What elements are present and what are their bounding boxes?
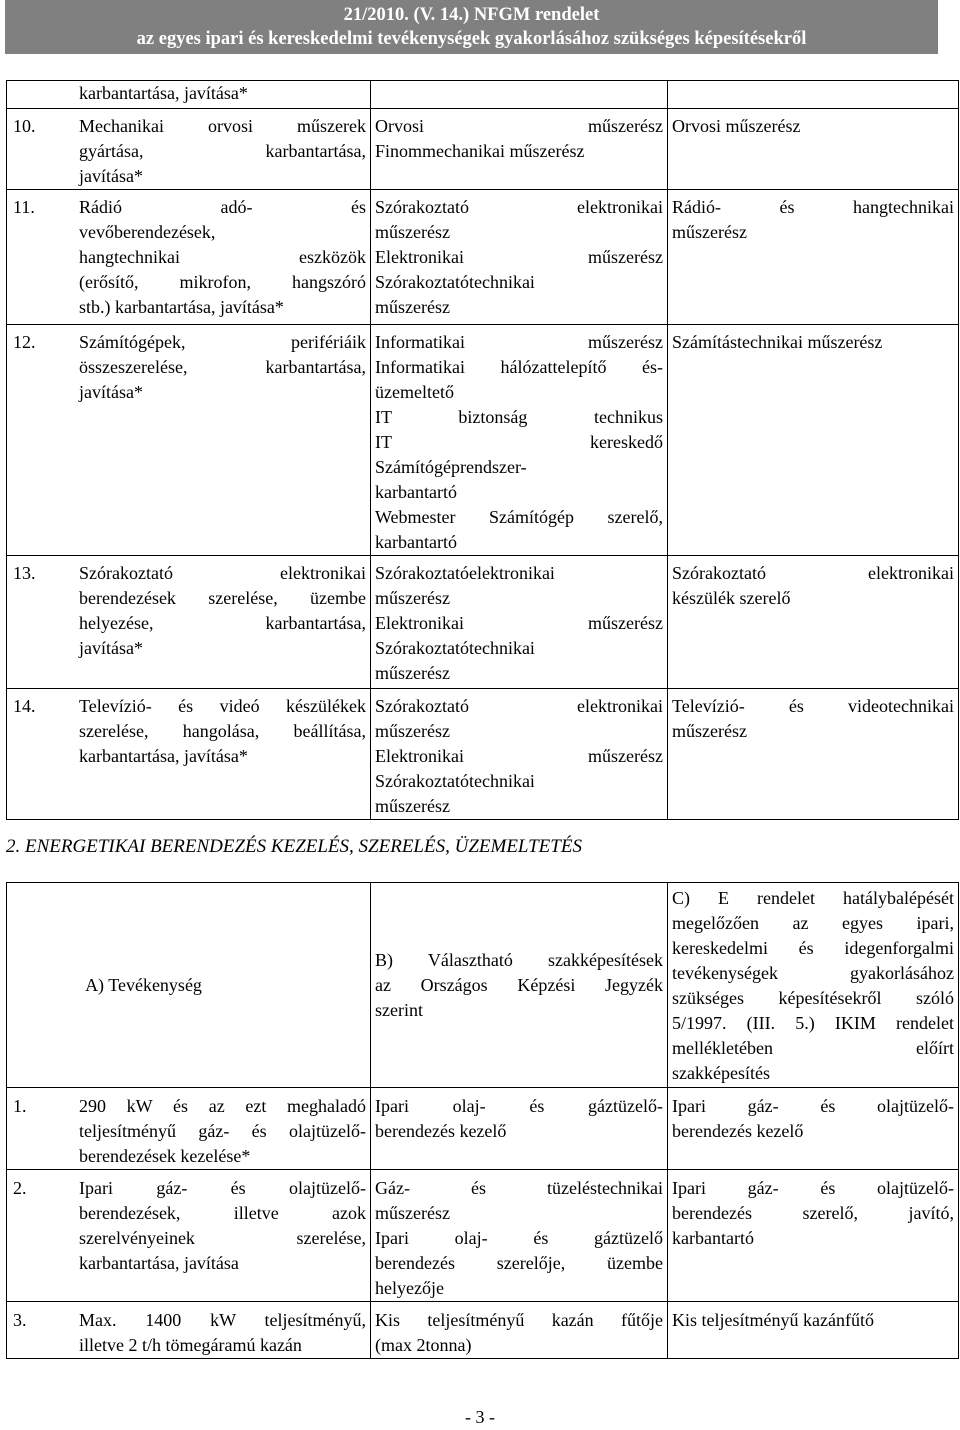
text-line: Orvosi műszerész xyxy=(672,116,801,136)
text-line: üzemeltető xyxy=(375,382,454,402)
table-row xyxy=(7,689,959,820)
table-cell xyxy=(7,81,371,109)
table-cell xyxy=(7,1088,371,1170)
table-row xyxy=(7,325,959,556)
row-number: 11. xyxy=(13,197,35,217)
qualification-text xyxy=(371,195,667,320)
table-cell xyxy=(668,556,959,689)
text-line: Televízió- és videó készülékek xyxy=(79,696,366,716)
text-line: Ipari olaj- és gáztüzelő xyxy=(375,1228,663,1248)
text-line: hangtechnikai eszközök xyxy=(79,247,366,267)
table-cell xyxy=(668,81,959,109)
text-line: (erősítő, mikrofon, hangszóró xyxy=(79,272,366,292)
text-line: Kis teljesítményű kazánfűtő xyxy=(672,1310,874,1330)
qualification-text xyxy=(371,114,667,164)
text-line: Mechanikai orvosi műszerek xyxy=(79,116,366,136)
text-line: szakképesítés xyxy=(672,1063,770,1083)
text-line: műszerész xyxy=(375,588,450,608)
text-line: Rádió adó- és xyxy=(79,197,366,217)
table-row xyxy=(7,81,959,109)
table-cell xyxy=(668,325,959,556)
table-row xyxy=(7,1170,959,1302)
text-line: szükséges képesítésekről szóló xyxy=(672,988,954,1008)
text-line: Számítógépek, perifériáik xyxy=(79,332,366,352)
text-line: teljesítményű gáz- és olajtüzelő- xyxy=(79,1121,366,1141)
text-line: Finommechanikai műszerész xyxy=(375,141,585,161)
text-line: Számítógéprendszer- xyxy=(375,457,527,477)
legacy-qualification-text xyxy=(668,330,958,355)
text-line: stb.) karbantartása, javítása* xyxy=(79,297,284,317)
table-row xyxy=(7,556,959,689)
text-line: műszerész xyxy=(375,222,450,242)
text-line: C) E rendelet hatálybalépését xyxy=(672,888,954,908)
table-row xyxy=(7,190,959,325)
table-cell xyxy=(7,883,371,1088)
table-cell xyxy=(668,109,959,190)
header-text: A) Tevékenység xyxy=(85,974,202,995)
text-line: berendezés szerelő, javító, xyxy=(672,1203,954,1223)
text-line: készülék szerelő xyxy=(672,588,791,608)
table-cell xyxy=(7,1170,371,1302)
legacy-qualification-text xyxy=(668,195,958,245)
document-header xyxy=(5,0,938,54)
text-line: vevőberendezések, xyxy=(79,222,216,242)
table-cell xyxy=(7,190,371,325)
text-line: Szórakoztatóelektronikai xyxy=(375,563,555,583)
table-cell xyxy=(668,883,959,1088)
text-line: szerelése, hangolása, beállítása, xyxy=(79,721,366,741)
text-line: berendezések szerelése, üzembe xyxy=(79,588,366,608)
activity-text xyxy=(79,1308,370,1358)
text-line: 290 kW és az ezt meghaladó xyxy=(79,1096,366,1116)
legacy-qualification-text xyxy=(668,1094,958,1144)
text-line: műszerész xyxy=(672,721,747,741)
text-line: megelőzően az egyes ipari, xyxy=(672,913,954,933)
table-cell xyxy=(7,325,371,556)
text-line: Orvosi műszerész xyxy=(375,116,663,136)
table-cell xyxy=(7,689,371,820)
text-line: Számítástechnikai műszerész xyxy=(672,332,883,352)
text-line: berendezések kezelése* xyxy=(79,1146,251,1166)
page-number: - 3 - xyxy=(465,1407,495,1427)
text-line: Ipari gáz- és olajtüzelő- xyxy=(79,1178,366,1198)
column-header-qualifications xyxy=(371,948,667,1023)
text-line: karbantartó xyxy=(672,1228,754,1248)
qualification-text xyxy=(371,1176,667,1301)
legacy-qualification-text xyxy=(668,1308,958,1333)
text-line: 5/1997. (III. 5.) IKIM rendelet xyxy=(672,1013,954,1033)
row-number: 10. xyxy=(13,116,36,136)
text-line: műszerész xyxy=(375,297,450,317)
text-line: Televízió- és videotechnikai xyxy=(672,696,954,716)
table-row xyxy=(7,1302,959,1359)
header-title: 21/2010. (V. 14.) NFGM rendelet xyxy=(343,5,600,25)
continued-text: karbantartása, javítása* xyxy=(79,83,248,103)
text-line: Ipari olaj- és gáztüzelő- xyxy=(375,1096,663,1116)
legacy-qualification-text xyxy=(668,114,958,139)
table-cell xyxy=(371,1170,668,1302)
text-line: Kis teljesítményű kazán fűtője xyxy=(375,1310,663,1330)
table-cell xyxy=(371,190,668,325)
table-cell xyxy=(371,1302,668,1359)
text-line: összeszerelése, karbantartása, xyxy=(79,357,366,377)
text-line: Elektronikai műszerész xyxy=(375,746,663,766)
row-number: 14. xyxy=(13,696,36,716)
row-number: 3. xyxy=(13,1310,27,1330)
text-line: javítása* xyxy=(79,638,143,658)
row-number: 1. xyxy=(13,1096,27,1116)
activity-text xyxy=(79,330,370,405)
text-line: Max. 1400 kW teljesítményű, xyxy=(79,1310,366,1330)
text-line: Informatikai műszerész xyxy=(375,332,663,352)
text-line: Szórakoztató elektronikai xyxy=(79,563,366,583)
text-line: Elektronikai műszerész xyxy=(375,247,663,267)
qualification-text xyxy=(371,1308,667,1358)
activity-text xyxy=(79,561,370,661)
table-cell xyxy=(7,556,371,689)
text-line: Szórakoztatótechnikai xyxy=(375,272,535,292)
text-line: szerint xyxy=(375,999,423,1020)
text-line: berendezés kezelő xyxy=(672,1121,804,1141)
activity-text xyxy=(79,114,370,189)
row-number: 2. xyxy=(13,1178,27,1198)
text-line: Gáz- és tüzeléstechnikai xyxy=(375,1178,663,1198)
text-line: műszerész xyxy=(375,796,450,816)
text-line: Informatikai hálózattelepítő és- xyxy=(375,357,663,377)
activity-text xyxy=(79,1094,370,1169)
table-cell xyxy=(371,556,668,689)
text-line: javítása* xyxy=(79,166,143,186)
text-line: műszerész xyxy=(375,721,450,741)
text-line: műszerész xyxy=(672,222,747,242)
table-cell xyxy=(668,1302,959,1359)
header-subtitle: az egyes ipari és kereskedelmi tevékenységek gyakorlásához szükséges képesítésekről xyxy=(136,29,807,49)
legacy-qualification-text xyxy=(668,1176,958,1251)
text-line: Szórakoztató elektronikai xyxy=(375,197,663,217)
text-line: gyártása, karbantartása, xyxy=(79,141,366,161)
table-header-row xyxy=(7,883,959,1088)
qualification-text xyxy=(371,330,667,555)
qualification-text xyxy=(371,561,667,686)
table-cell xyxy=(668,1170,959,1302)
qualification-text xyxy=(371,694,667,819)
text-line: berendezések, illetve azok xyxy=(79,1203,366,1223)
text-line: kereskedelmi és idegenforgalmi xyxy=(672,938,954,958)
table-cell xyxy=(371,325,668,556)
qualification-table-2 xyxy=(6,882,959,1359)
text-line: helyezője xyxy=(375,1278,444,1298)
table-cell xyxy=(371,81,668,109)
text-line: műszerész xyxy=(375,1203,450,1223)
text-line: IT biztonság technikus xyxy=(375,407,663,427)
legacy-qualification-text xyxy=(668,694,958,744)
text-line: berendezés kezelő xyxy=(375,1121,507,1141)
text-line: Webmester Számítógép szerelő, xyxy=(375,507,663,527)
text-line: Elektronikai műszerész xyxy=(375,613,663,633)
table-cell xyxy=(371,1088,668,1170)
text-line: karbantartása, javítása* xyxy=(79,746,248,766)
text-line: IT kereskedő xyxy=(375,432,663,452)
row-number: 13. xyxy=(13,563,36,583)
text-line: javítása* xyxy=(79,382,143,402)
column-header-legacy xyxy=(668,886,958,1086)
table-cell xyxy=(668,689,959,820)
text-line: Szórakoztató elektronikai xyxy=(672,563,954,583)
text-line: mellékletében előírt xyxy=(672,1038,954,1058)
activity-text xyxy=(79,694,370,769)
text-line: szerelvényeinek szerelése, xyxy=(79,1228,366,1248)
section-title: 2. ENERGETIKAI BERENDEZÉS KEZELÉS, SZERELÉS, ÜZEMELTETÉS xyxy=(6,836,582,857)
table-cell xyxy=(371,109,668,190)
qualification-table-1 xyxy=(6,80,959,820)
text-line: karbantartása, javítása xyxy=(79,1253,239,1273)
text-line: illetve 2 t/h tömegáramú kazán xyxy=(79,1335,302,1355)
legacy-qualification-text xyxy=(668,561,958,611)
table-cell xyxy=(371,883,668,1088)
table-row xyxy=(7,1088,959,1170)
text-line: Rádió- és hangtechnikai xyxy=(672,197,954,217)
text-line: berendezés szerelője, üzembe xyxy=(375,1253,663,1273)
table-cell xyxy=(668,1088,959,1170)
text-line: Szórakoztatótechnikai xyxy=(375,638,535,658)
text-line: Ipari gáz- és olajtüzelő- xyxy=(672,1096,954,1116)
text-line: karbantartó xyxy=(375,532,457,552)
text-line: B) Választható szakképesítések xyxy=(375,949,663,970)
text-line: (max 2tonna) xyxy=(375,1335,472,1355)
activity-text xyxy=(79,195,370,320)
table-cell xyxy=(371,689,668,820)
text-line: az Országos Képzési Jegyzék xyxy=(375,974,663,995)
text-line: Szórakoztató elektronikai xyxy=(375,696,663,716)
table-row xyxy=(7,109,959,190)
qualification-text xyxy=(371,1094,667,1144)
table-cell xyxy=(7,1302,371,1359)
column-header-activity xyxy=(7,973,370,998)
activity-text xyxy=(79,1176,370,1276)
text-line: Szórakoztatótechnikai xyxy=(375,771,535,791)
table-cell xyxy=(668,190,959,325)
text-line: tevékenységek gyakorlásához xyxy=(672,963,954,983)
text-line: Ipari gáz- és olajtüzelő- xyxy=(672,1178,954,1198)
row-number: 12. xyxy=(13,332,36,352)
text-line: karbantartó xyxy=(375,482,457,502)
text-line: helyezése, karbantartása, xyxy=(79,613,366,633)
table-cell xyxy=(7,109,371,190)
text-line: műszerész xyxy=(375,663,450,683)
